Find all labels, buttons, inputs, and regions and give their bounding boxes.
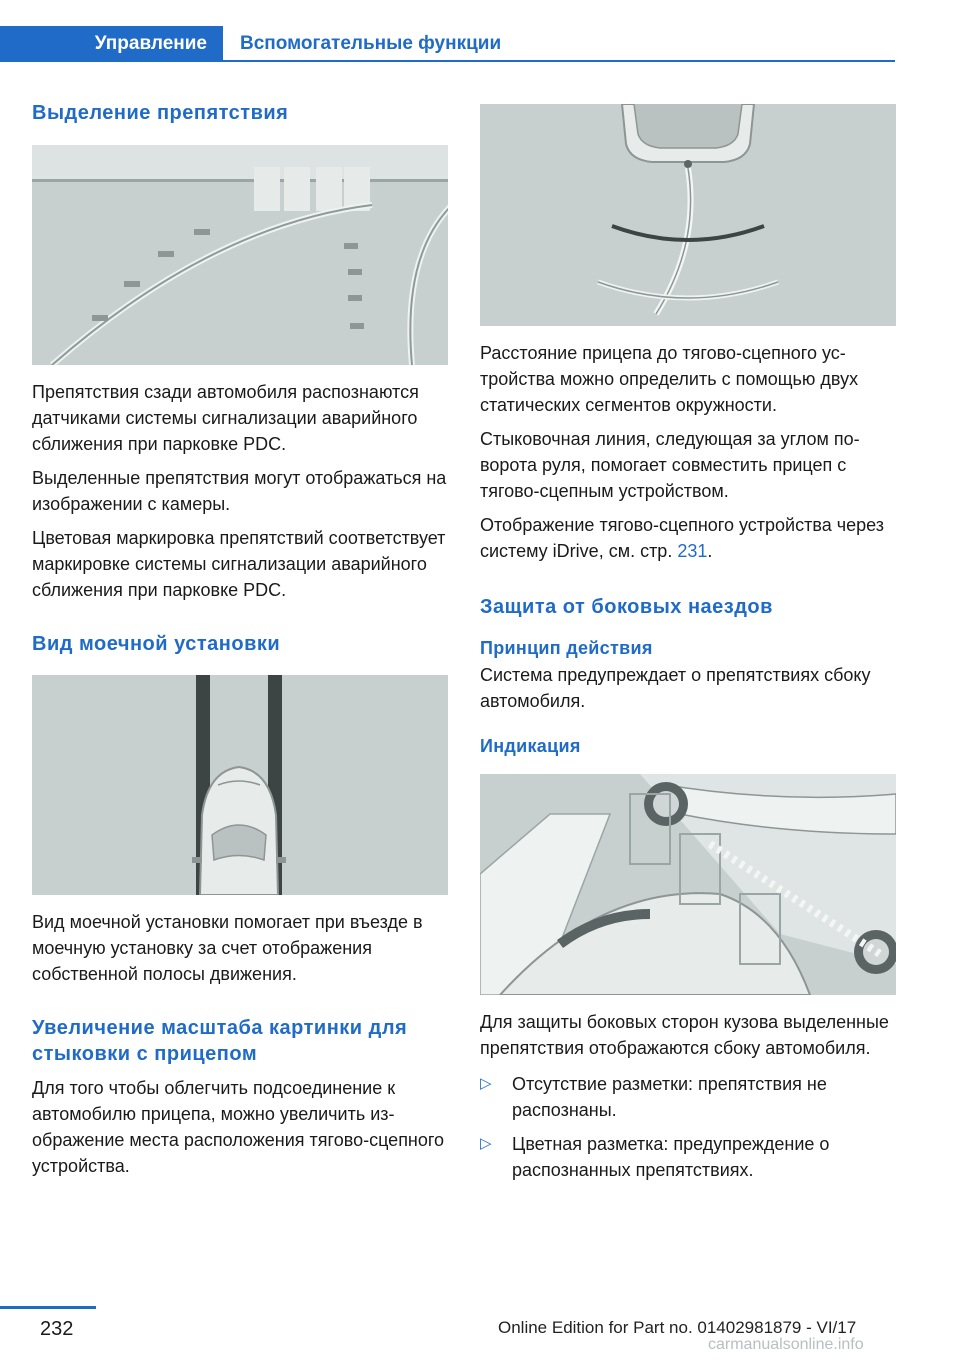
list-item-text: Отсутствие разметки: препятствия не распознаны. (512, 1074, 827, 1120)
section-tab[interactable]: Вспомогательные функции (240, 33, 502, 54)
paragraph: Расстояние прицепа до тягово-сцепного устройства можно определить с помощью двух статических сегментов окружности. (480, 343, 859, 415)
paragraph: Вид моечной установки помогает при въезде в моечную установку за счет отображения собственной полосы движения. (32, 912, 423, 984)
figure-car-wash-view (32, 675, 448, 895)
figure-trailer-hitch (480, 104, 896, 326)
section-title-side-protection: Защита от боковых наездов (480, 596, 773, 618)
section-title-obstacle-marking: Выделение препятствия (32, 102, 289, 124)
paragraph-end: . (707, 541, 713, 561)
right-column (480, 104, 896, 1183)
bullet-list (480, 1071, 896, 1183)
paragraph-text: Отображение тягово-сцепного устройства через систему iDrive, см. стр. (480, 515, 884, 561)
triangle-right-icon: ▷ (480, 1075, 492, 1092)
watermark[interactable]: carmanualsonline.info (708, 1336, 864, 1353)
chapter-tab[interactable]: Управление (0, 26, 223, 62)
triangle-right-icon: ▷ (480, 1135, 492, 1152)
paragraph: Препятствия сзади автомобиля распознаются датчиками системы сигнализации аварийного сближения при парковке PDC. (32, 382, 419, 454)
header-divider (223, 60, 895, 62)
page-number: 232 (40, 1318, 74, 1340)
section-title-trailer-zoom: Увеличение масштаба картинки для стыковки с прицепом (32, 1017, 408, 1065)
paragraph: Система предупреждает о препятствиях сбоку автомобиля. (480, 665, 871, 711)
list-item (480, 1131, 896, 1183)
edition-info: Online Edition for Part no. 01402981879 - VI/17 (498, 1318, 857, 1337)
paragraph: Цветовая маркировка препятствий соответствует маркировке системы сигнализации аварийного сближения при парковке PDC. (32, 528, 446, 600)
paragraph: Для того чтобы облегчить подсоединение к автомобилю прицепа, можно увеличить изображение места расположения тягово-сцепного устройства. (32, 1078, 445, 1176)
footer-divider (0, 1306, 96, 1309)
list-item (480, 1071, 896, 1123)
paragraph: Выделенные препятствия могут отображаться на изображении с камеры. (32, 468, 447, 514)
paragraph: Стыковочная линия, следующая за углом поворота руля, помогает совместить прицеп с тягово-сцепным устройством. (480, 429, 860, 501)
left-column (32, 100, 448, 1179)
subsection-title-principle: Принцип действия (480, 638, 653, 658)
page-reference-link[interactable]: 231 (677, 541, 708, 561)
page-header (0, 0, 960, 62)
paragraph (480, 512, 896, 564)
figure-obstacle-marking (32, 145, 448, 365)
figure-side-view-display (480, 774, 896, 995)
list-item-text: Цветная разметка: предупреждение о распознанных препятствиях. (512, 1134, 830, 1180)
section-title-car-wash: Вид моечной установки (32, 633, 281, 655)
paragraph: Для защиты боковых сторон кузова выделенные препятствия отображаются сбоку автомобиля. (480, 1012, 889, 1058)
subsection-title-display: Индикация (480, 736, 581, 756)
